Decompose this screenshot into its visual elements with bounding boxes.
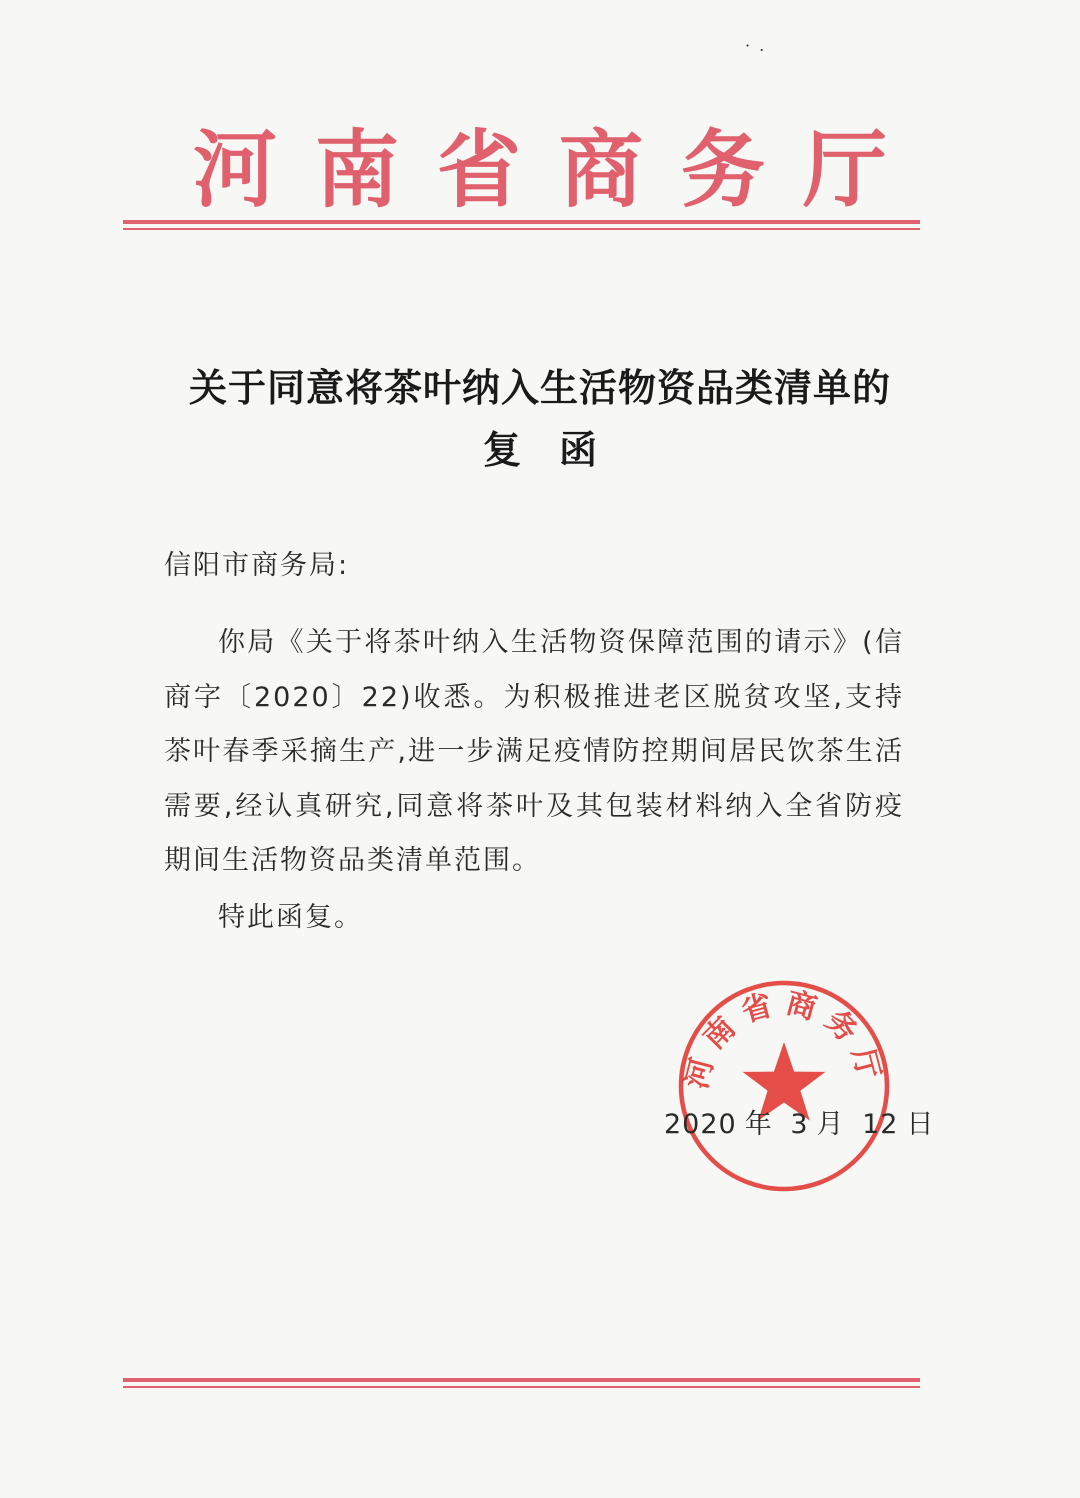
document-title-line1: 关于同意将茶叶纳入生活物资品类清单的 xyxy=(188,366,891,410)
date-month-unit: 月 xyxy=(816,1109,845,1140)
date-year-unit: 年 xyxy=(744,1109,773,1140)
date-day: 12 xyxy=(862,1109,899,1140)
official-seal xyxy=(676,978,892,1194)
header-rule xyxy=(123,220,920,230)
corner-marks: · . xyxy=(745,36,767,55)
header-rule-thick xyxy=(123,220,920,224)
body-paragraph: 你局《关于将茶叶纳入生活物资保障范围的请示》(信商字〔2020〕22)收悉。为积极推进老区脱贫攻坚,支持茶叶春季采摘生产,进一步满足疫情防控期间居民饮茶生活需要,经认真研究,同意将茶叶及其包装材料纳入全省防疫期间生活物资品类清单范围。 xyxy=(164,627,904,876)
closing-line: 特此函复。 xyxy=(218,902,363,933)
document-title xyxy=(0,357,1080,481)
date-year: 2020 xyxy=(664,1109,737,1140)
agency-header: 河南省商务厅 xyxy=(192,120,925,219)
document-title-line2: 复函 xyxy=(482,428,635,472)
footer-rule xyxy=(123,1378,920,1388)
salutation: 信阳市商务局: xyxy=(164,550,350,581)
date-day-unit: 日 xyxy=(906,1109,935,1140)
seal-text: 河南省商务厅 xyxy=(679,985,889,1093)
footer-rule-thin xyxy=(123,1386,920,1388)
date-month: 3 xyxy=(790,1109,809,1140)
header-rule-thin xyxy=(123,228,920,230)
footer-rule-thick xyxy=(123,1378,920,1382)
issue-date xyxy=(664,1108,942,1142)
